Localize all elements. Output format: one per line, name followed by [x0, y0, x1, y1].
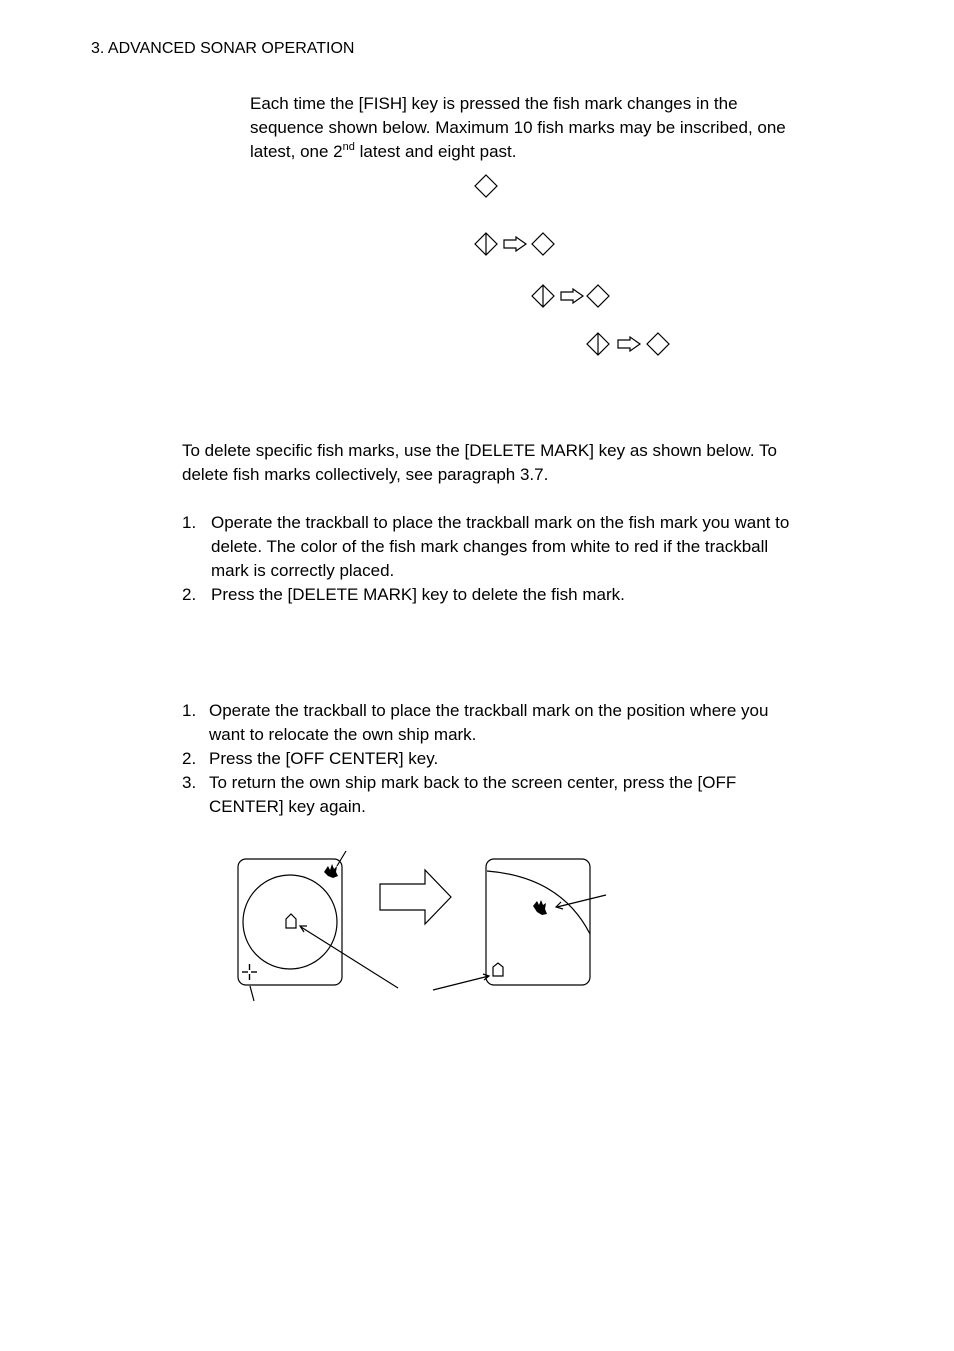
step-number: 2. [182, 749, 197, 768]
step-line: Press the [DELETE MARK] key to delete the fish mark. [211, 585, 625, 604]
own-ship-mark-icon [493, 963, 503, 976]
step-line: CENTER] key again. [209, 797, 366, 816]
transition-arrow-icon [380, 870, 451, 924]
pointer-line-own-ship-before [301, 927, 398, 988]
screen-before [238, 851, 346, 1001]
step-line: delete. The color of the fish mark changes from white to red if the trackball [211, 537, 769, 556]
fish-intro-line-3a: latest, one 2 [250, 142, 343, 161]
delete-intro-line-1: To delete specific fish marks, use the [DELETE MARK] key as shown below. To [182, 441, 777, 460]
step-line: Operate the trackball to place the trackball mark on the fish mark you want to [211, 513, 790, 532]
step-number: 3. [182, 773, 197, 792]
fish-intro-line-1: Each time the [FISH] key is pressed the fish mark changes in the [250, 94, 738, 113]
delete-intro-line-2: delete fish marks collectively, see paragraph 3.7. [182, 465, 549, 484]
fish-echo-icon [324, 864, 338, 878]
screen-frame [238, 859, 342, 985]
own-ship-mark-icon [286, 914, 296, 928]
screen-after [486, 859, 606, 985]
fish-intro-line-3b: latest and eight past. [354, 142, 517, 161]
trackball-mark-icon [242, 964, 257, 980]
superscript-nd: nd [342, 141, 355, 153]
step-line: mark is correctly placed. [211, 561, 395, 580]
step-number: 1. [182, 513, 197, 532]
step-line: To return the own ship mark back to the screen center, press the [OFF [209, 773, 737, 792]
step-number: 2. [182, 585, 197, 604]
step-line: Operate the trackball to place the trackball mark on the position where you [209, 701, 769, 720]
fish-echo-icon [533, 900, 547, 915]
section-header: 3. ADVANCED SONAR OPERATION [91, 40, 355, 57]
step-number: 1. [182, 701, 197, 720]
step-line: want to relocate the own ship mark. [209, 725, 477, 744]
range-circle [243, 875, 337, 969]
step-line: Press the [OFF CENTER] key. [209, 749, 439, 768]
fish-intro-line-2: sequence shown below. Maximum 10 fish marks may be inscribed, one [250, 118, 786, 137]
pointer-line [250, 986, 254, 1001]
pointer-line-own-ship-after [433, 976, 489, 990]
